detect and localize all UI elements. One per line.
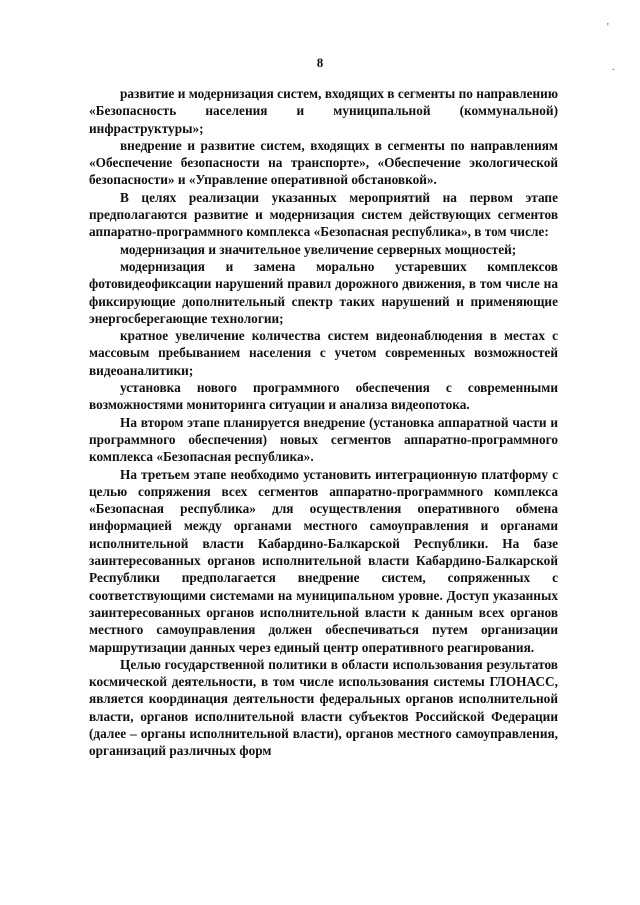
paragraph: внедрение и развитие систем, входящих в сегменты по направлениям «Обеспечение безопасности на транспорте», «Обеспечение экологической безопасности» и «Управление оперативной обстановкой». [89, 137, 558, 188]
paragraph: развитие и модернизация систем, входящих в сегменты по направлению «Безопасность населения и муниципальной (коммунальной) инфраструктуры»; [89, 86, 558, 136]
paragraph: Целью государственной политики в области использования результатов космической деятельности, в том числе использования системы ГЛОНАСС, является координация деятельности федеральных органов исполнительной власти, органов исполнительной власти субъектов Российской Федерации (далее – органы исполнительной власти), органов местного самоуправления, организаций различных форм [89, 656, 558, 759]
scan-mark: . [612, 62, 615, 73]
paragraph: модернизация и замена морально устаревших комплексов фотовидеофиксации нарушений правил дорожного движения, в том числе на фиксирующие дополнительный спектр таких нарушений и применяющие энергосберегающие технологии; [89, 258, 558, 326]
paragraph: модернизация и значительное увеличение серверных мощностей; [120, 241, 517, 257]
paragraph: На третьем этапе необходимо установить интеграционную платформу с целью сопряжения всех сегментов аппаратно-программного комплекса «Безопасная республика» для осуществления оперативного обмена информацией между органами местного самоуправления и органами исполнительной власти Кабардино-Балкарской Республики. На базе заинтересованных органов исполнительной власти Кабардино-Балкарской Республики предполагается внедрение систем, сопряженных с соответствующими системами на муниципальном уровне. Доступ указанных заинтересованных органов исполнительной власти к данным всех органов местного самоуправления должен обеспечиваться путем организации маршрутизации данных через единый центр оперативного реагирования. [89, 466, 558, 655]
paragraph: На втором этапе планируется внедрение (установка аппаратной части и программного обеспечения) новых сегментов аппаратно-программного комплекса «Безопасная республика». [89, 414, 558, 465]
page-number: 8 [316, 55, 324, 70]
document-body [89, 85, 558, 760]
scan-mark: ' [607, 22, 609, 33]
paragraph: В целях реализации указанных мероприятий на первом этапе предполагаются развитие и модернизация систем действующих сегментов аппаратно-программного комплекса «Безопасная республика», в том числе: [89, 189, 558, 240]
paragraph: установка нового программного обеспечения с современными возможностями мониторинга ситуации и анализа видеопотока. [89, 380, 558, 413]
paragraph: кратное увеличение количества систем видеонаблюдения в местах с массовым пребыванием населения с учетом современных возможностей видеоаналитики; [89, 328, 558, 378]
